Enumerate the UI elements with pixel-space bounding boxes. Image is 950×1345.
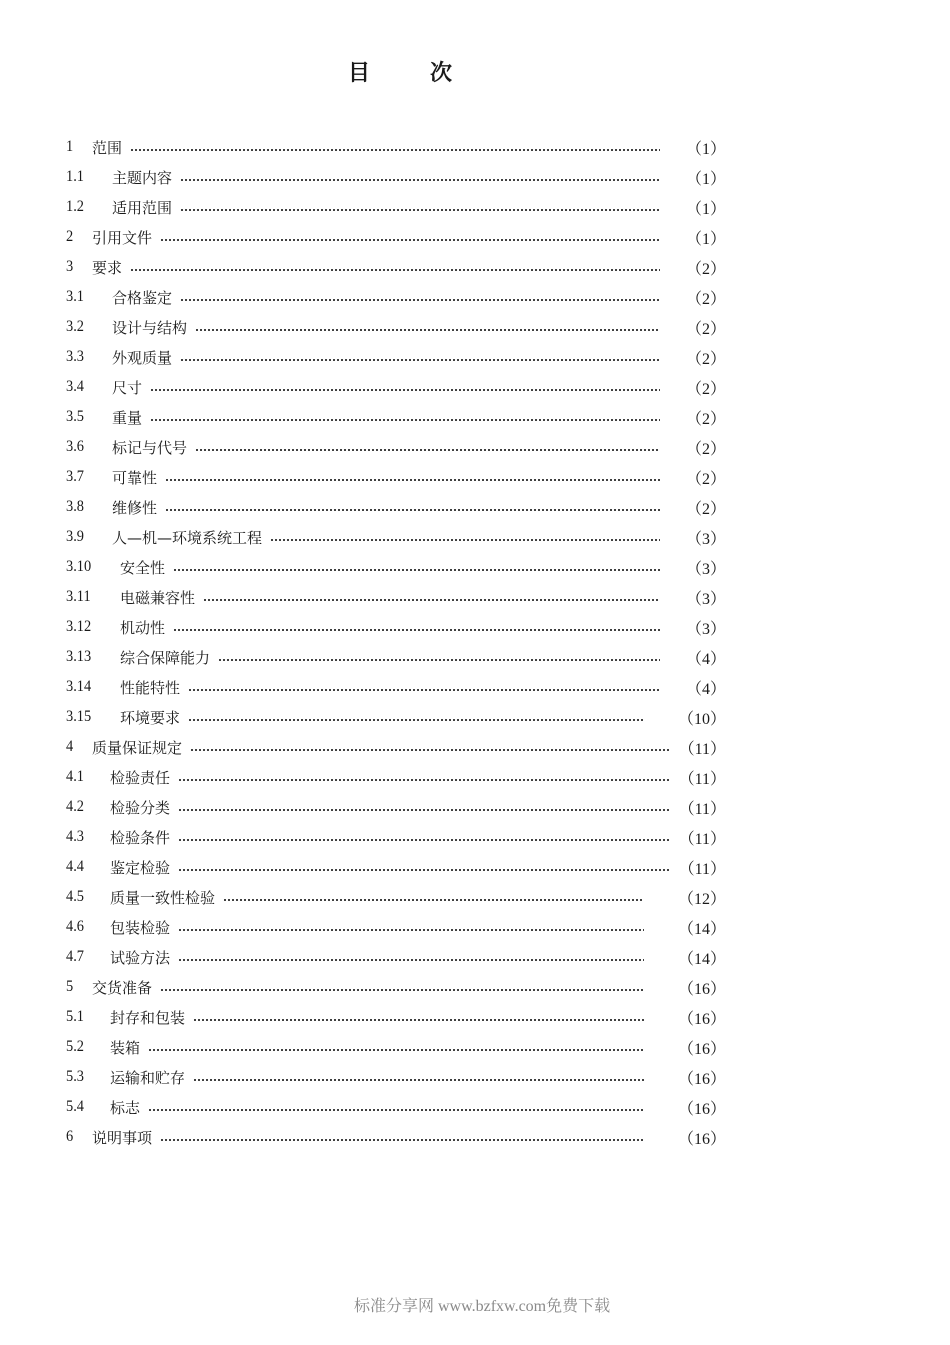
toc-entry[interactable] [66,852,726,882]
dot-leader [190,749,670,751]
page-number: （2） [685,380,726,398]
toc-entry[interactable] [66,822,726,852]
dot-leader [150,419,660,421]
dot-leader [178,779,670,781]
dot-leader [178,809,670,811]
toc-entry[interactable] [66,192,726,222]
section-number: 4.1 [66,768,84,785]
section-number: 3.10 [66,558,92,575]
section-number: 3.3 [66,348,84,365]
page-number: （2） [685,440,726,458]
page-number: （2） [685,500,726,518]
toc-entry[interactable] [66,402,726,432]
toc-entry[interactable] [66,612,726,642]
dot-leader [178,929,644,931]
page-number: （16） [677,980,726,998]
page-title: 目次 [347,61,512,86]
toc-entry[interactable] [66,882,726,912]
section-title: 环境要求 [120,708,181,727]
section-title: 维修性 [112,498,158,517]
section-title: 检验责任 [110,768,171,787]
section-title: 合格鉴定 [112,288,173,307]
toc-entry[interactable] [66,972,726,1002]
page-number: （3） [685,560,726,578]
page-number: （14） [677,950,726,968]
page-number: （11） [678,770,726,788]
section-title: 交货准备 [92,978,153,997]
page-number: （2） [685,260,726,278]
dot-leader [148,1109,644,1111]
section-title: 设计与结构 [112,318,188,337]
section-number: 3 [66,258,74,275]
page-number: （14） [677,920,726,938]
section-title: 适用范围 [112,198,173,217]
dot-leader [180,179,660,181]
dot-leader [173,569,660,571]
section-number: 1 [66,138,74,155]
section-title: 综合保障能力 [120,648,211,667]
section-title: 主题内容 [112,168,173,187]
section-number: 4.5 [66,888,84,905]
section-title: 安全性 [120,558,166,577]
page-number: （10） [677,710,726,728]
page-number: （16） [677,1130,726,1148]
section-title: 说明事项 [92,1128,153,1147]
section-title: 人—机—环境系统工程 [112,528,263,547]
toc-entry[interactable] [66,912,726,942]
section-number: 3.14 [66,678,92,695]
section-title: 标志 [110,1098,141,1117]
dot-leader [165,509,660,511]
page-number: （4） [685,680,726,698]
page-number: （16） [677,1040,726,1058]
toc-entry[interactable] [66,642,726,672]
section-title: 检验分类 [110,798,171,817]
section-number: 3.7 [66,468,84,485]
toc-entry[interactable] [66,342,726,372]
page-number: （4） [685,650,726,668]
dot-leader [160,239,660,241]
section-number: 3.6 [66,438,84,455]
toc-entry[interactable] [66,132,726,162]
toc-entry[interactable] [66,282,726,312]
dot-leader [173,629,660,631]
dot-leader [178,959,644,961]
section-number: 3.8 [66,498,84,515]
section-number: 5.2 [66,1038,84,1055]
dot-leader [165,479,660,481]
toc-entry[interactable] [66,702,726,732]
page-number: （16） [677,1070,726,1088]
page-number: （3） [685,530,726,548]
page-number: （1） [685,230,726,248]
page-number: （11） [678,860,726,878]
section-number: 3.9 [66,528,84,545]
section-number: 3.11 [66,588,91,605]
toc-entry[interactable] [66,1092,726,1122]
toc-entry[interactable] [66,672,726,702]
page-number: （3） [685,590,726,608]
dot-leader [178,869,670,871]
toc-entry[interactable] [66,162,726,192]
dot-leader [180,209,660,211]
page-number: （11） [678,740,726,758]
section-number: 3.2 [66,318,84,335]
section-title: 引用文件 [92,228,153,247]
section-title: 质量一致性检验 [110,888,216,907]
dot-leader [203,599,660,601]
dot-leader [180,299,660,301]
section-number: 3.15 [66,708,92,725]
dot-leader [218,659,660,661]
section-title: 质量保证规定 [92,738,183,757]
section-number: 1.2 [66,198,84,215]
section-number: 4.6 [66,918,84,935]
section-title: 鉴定检验 [110,858,171,877]
toc-entry[interactable] [66,312,726,342]
toc-entry[interactable] [66,432,726,462]
section-title: 包装检验 [110,918,171,937]
dot-leader [193,1079,644,1081]
section-number: 1.1 [66,168,84,185]
page-number: （2） [685,410,726,428]
dot-leader [150,389,660,391]
section-title: 外观质量 [112,348,173,367]
dot-leader [160,1139,644,1141]
page-number: （1） [685,200,726,218]
section-title: 装箱 [110,1038,141,1057]
table-of-contents [66,132,726,1152]
section-title: 重量 [112,408,143,427]
page-number: （11） [678,830,726,848]
dot-leader [195,329,660,331]
section-title: 电磁兼容性 [120,588,196,607]
section-number: 5 [66,978,74,995]
section-number: 4.3 [66,828,84,845]
section-number: 4.4 [66,858,84,875]
section-number: 5.3 [66,1068,84,1085]
section-number: 3.13 [66,648,92,665]
toc-entry[interactable] [66,462,726,492]
section-number: 5.1 [66,1008,84,1025]
page-number: （11） [678,800,726,818]
page-number: （1） [685,140,726,158]
toc-entry[interactable] [66,792,726,822]
toc-entry[interactable] [66,372,726,402]
dot-leader [188,689,660,691]
page-number: （2） [685,290,726,308]
toc-entry[interactable] [66,1122,726,1152]
toc-entry[interactable] [66,1002,726,1032]
dot-leader [193,1019,644,1021]
toc-entry[interactable] [66,222,726,252]
toc-entry[interactable] [66,1032,726,1062]
section-title: 范围 [92,138,123,157]
dot-leader [270,539,660,541]
page-number: （12） [677,890,726,908]
dot-leader [160,989,644,991]
toc-entry[interactable] [66,942,726,972]
section-number: 3.4 [66,378,84,395]
page-number: （1） [685,170,726,188]
dot-leader [188,719,644,721]
section-title: 性能特性 [120,678,181,697]
section-number: 4.7 [66,948,84,965]
toc-entry[interactable] [66,1062,726,1092]
watermark-footer: 标准分享网 www.bzfxw.com免费下载 [354,1298,611,1315]
dot-leader [223,899,644,901]
toc-entry[interactable] [66,582,726,612]
section-number: 6 [66,1128,74,1145]
dot-leader [148,1049,644,1051]
section-title: 尺寸 [112,378,143,397]
section-number: 3.5 [66,408,84,425]
dot-leader [130,269,660,271]
page-number: （2） [685,350,726,368]
section-title: 要求 [92,258,123,277]
section-number: 4 [66,738,74,755]
toc-entry[interactable] [66,732,726,762]
toc-entry[interactable] [66,492,726,522]
section-number: 5.4 [66,1098,84,1115]
page-number: （2） [685,470,726,488]
section-title: 检验条件 [110,828,171,847]
section-title: 可靠性 [112,468,158,487]
section-title: 运输和贮存 [110,1068,186,1087]
section-title: 封存和包装 [110,1008,186,1027]
section-number: 2 [66,228,74,245]
section-number: 3.1 [66,288,84,305]
dot-leader [178,839,670,841]
toc-entry[interactable] [66,522,726,552]
dot-leader [195,449,660,451]
section-title: 机动性 [120,618,166,637]
section-title: 试验方法 [110,948,171,967]
dot-leader [130,149,660,151]
toc-entry[interactable] [66,762,726,792]
toc-entry[interactable] [66,552,726,582]
dot-leader [180,359,660,361]
section-title: 标记与代号 [112,438,188,457]
page-number: （16） [677,1100,726,1118]
section-number: 3.12 [66,618,92,635]
section-number: 4.2 [66,798,84,815]
page-number: （16） [677,1010,726,1028]
toc-entry[interactable] [66,252,726,282]
page-number: （3） [685,620,726,638]
page-number: （2） [685,320,726,338]
